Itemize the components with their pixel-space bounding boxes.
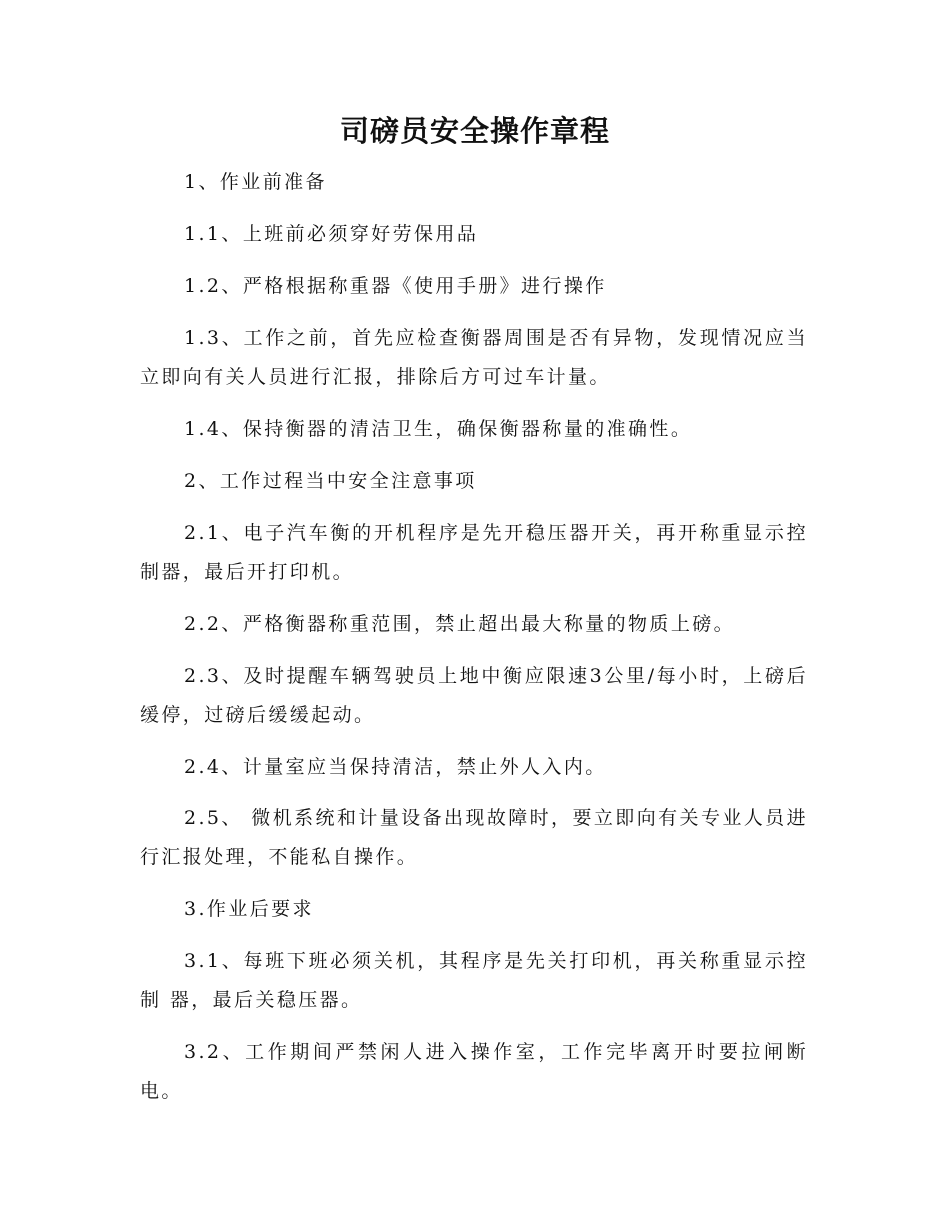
paragraph-1-2: 1.2、严格根据称重器《使用手册》进行操作 [184, 275, 607, 297]
paragraph-2-2: 2.2、严格衡器称重范围，禁止超出最大称量的物质上磅。 [184, 613, 736, 635]
paragraph-3-2: 3.2、工作期间严禁闲人进入操作室，工作完毕离开时要拉闸断电。 [140, 1041, 808, 1102]
paragraph-1-4: 1.4、保持衡器的清洁卫生，确保衡器称量的准确性。 [184, 418, 693, 440]
paragraph-2-4: 2.4、计量室应当保持清洁，禁止外人入内。 [184, 756, 607, 778]
paragraph-2-1: 2.1、电子汽车衡的开机程序是先开稳压器开关，再开称重显示控制器，最后开打印机。 [140, 522, 808, 583]
paragraph-2-3: 2.3、及时提醒车辆驾驶员上地中衡应限速3公里/每小时，上磅后缓停，过磅后缓缓起动。 [140, 665, 808, 726]
document-title: 司磅员安全操作章程 [339, 114, 610, 148]
paragraph-3-1: 3.1、每班下班必须关机，其程序是先关打印机，再关称重显示控制 器，最后关稳压器。 [140, 950, 808, 1011]
paragraph-1-1: 1.1、上班前必须穿好劳保用品 [184, 223, 479, 245]
section-heading-1: 1、作业前准备 [184, 171, 327, 193]
section-heading-2: 2、工作过程当中安全注意事项 [184, 470, 477, 492]
section-heading-3: 3.作业后要求 [184, 898, 314, 920]
paragraph-1-3: 1.3、工作之前，首先应检查衡器周围是否有异物，发现情况应当立即向有关人员进行汇报，排除后方可过车计量。 [140, 327, 808, 388]
paragraph-2-5: 2.5、 微机系统和计量设备出现故障时，要立即向有关专业人员进行汇报处理，不能私自操作。 [140, 807, 808, 868]
